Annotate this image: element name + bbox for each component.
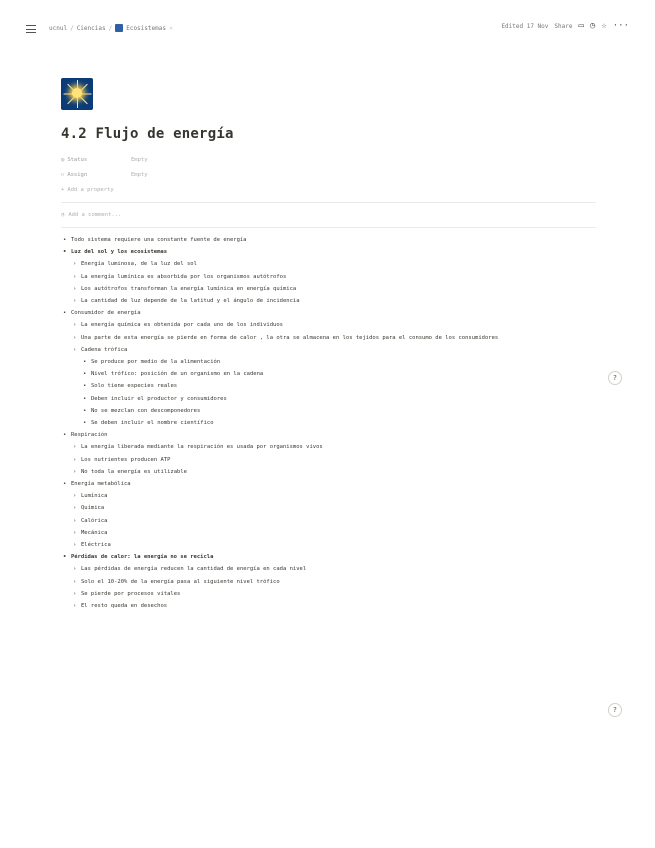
list-item-text: Una parte de esta energía se pierde en forma de calor , la otra se almacena en los tejidos para el consumo de los consumidores — [81, 334, 499, 341]
bullet-icon: • — [63, 432, 67, 439]
bullet-icon: • — [83, 407, 87, 414]
toggle-arrow-icon[interactable]: › — [73, 298, 77, 305]
help-button[interactable]: ? — [608, 703, 622, 717]
list-item-text: Cadena trófica — [81, 346, 128, 353]
list-item[interactable] — [71, 344, 596, 356]
list-item[interactable] — [81, 380, 596, 392]
bullet-icon: • — [63, 237, 67, 243]
bullet-icon: • — [83, 359, 87, 366]
star-icon[interactable]: ☆ — [601, 21, 607, 31]
list-item[interactable] — [71, 283, 596, 295]
list-item-text: Mecánica — [81, 529, 108, 536]
list-item-text: No se mezclan con descomponedores — [91, 407, 201, 414]
toggle-arrow-icon[interactable]: › — [73, 590, 77, 597]
breadcrumb — [49, 24, 173, 32]
list-item-text: Luz del sol y los ecosistemas — [71, 249, 168, 256]
properties — [61, 152, 596, 197]
list-item[interactable] — [81, 368, 596, 380]
list-item[interactable] — [81, 393, 596, 405]
toggle-arrow-icon[interactable]: › — [73, 346, 77, 353]
toggle-arrow-icon[interactable]: › — [73, 517, 77, 524]
bullet-icon: • — [83, 420, 87, 427]
toggle-arrow-icon[interactable]: › — [73, 285, 77, 292]
toggle-arrow-icon[interactable]: › — [73, 603, 77, 610]
list-item-text: Se pierde por procesos vitales — [81, 590, 181, 597]
list-item-text: La cantidad de luz depende de la latitud y el ángulo de incidencia — [81, 298, 300, 305]
list-item[interactable] — [71, 539, 596, 551]
more-icon[interactable]: ··· — [612, 21, 629, 31]
edited-timestamp: Edited 17 Nov — [501, 23, 549, 30]
list-item[interactable] — [71, 600, 596, 612]
property-row[interactable] — [61, 152, 596, 167]
list-item-text: Respiración — [71, 432, 108, 439]
list-item-text: Los nutrientes producen ATP — [81, 456, 171, 463]
sparkle-icon: ✧ — [168, 24, 174, 32]
outline-content — [61, 234, 596, 612]
list-item[interactable] — [61, 478, 596, 490]
top-bar — [0, 0, 655, 62]
list-item[interactable] — [61, 234, 596, 246]
bullet-icon: • — [63, 310, 67, 317]
list-item-text: Nivel trófico: posición de un organismo en la cadena — [91, 371, 264, 378]
toggle-arrow-icon[interactable]: › — [73, 444, 77, 451]
person-icon: ⚇ — [61, 171, 65, 178]
list-item[interactable] — [71, 502, 596, 514]
toggle-arrow-icon[interactable]: › — [73, 322, 77, 329]
breadcrumb-workspace[interactable]: ucnul — [49, 24, 68, 32]
bullet-icon: • — [63, 249, 67, 256]
list-item-text: El resto queda en desechos — [81, 603, 168, 610]
toggle-arrow-icon[interactable]: › — [73, 578, 77, 585]
page-title[interactable]: 4.2 Flujo de energía — [61, 126, 234, 142]
list-item[interactable] — [71, 319, 596, 331]
list-item-text: Calórica — [81, 517, 108, 524]
list-item[interactable] — [81, 405, 596, 417]
list-item-text: Se deben incluir el nombre científico — [91, 420, 214, 427]
comment-icon[interactable]: ▭ — [578, 21, 584, 31]
list-item-text: Energía luminosa, de la luz del sol — [81, 261, 197, 268]
list-item[interactable] — [61, 307, 596, 319]
list-item-text: La energía liberada mediante la respiración es usada por organismos vivos — [81, 444, 323, 451]
toggle-arrow-icon[interactable]: › — [73, 334, 77, 341]
toggle-arrow-icon[interactable]: › — [73, 529, 77, 536]
breadcrumb-separator: / — [108, 24, 113, 32]
property-value[interactable]: Empty — [131, 171, 148, 178]
list-item[interactable] — [71, 563, 596, 575]
list-item[interactable] — [71, 490, 596, 502]
bullet-icon: • — [83, 383, 87, 390]
list-item-text: Pérdidas de calor: la energía no se recicla — [71, 554, 214, 561]
list-item-text: Energía metabólica — [71, 481, 131, 488]
add-property-label: Add a property — [67, 187, 114, 193]
list-item[interactable] — [61, 429, 596, 441]
breadcrumb-current[interactable]: Ecosistemas — [126, 24, 166, 32]
toggle-arrow-icon[interactable]: › — [73, 456, 77, 463]
top-right-actions — [501, 22, 629, 31]
toggle-arrow-icon[interactable]: › — [73, 261, 77, 268]
list-item-text: Se produce por medio de la alimentación — [91, 359, 221, 366]
list-item[interactable] — [71, 454, 596, 466]
list-item[interactable] — [71, 258, 596, 270]
list-item-text: Todo sistema requiere una constante fuente de energía — [71, 237, 247, 243]
list-item[interactable] — [71, 466, 596, 478]
list-item[interactable] — [71, 588, 596, 600]
list-item-text: No toda la energía es utilizable — [81, 468, 187, 475]
menu-icon[interactable] — [26, 25, 36, 33]
bullet-icon: • — [83, 395, 87, 402]
list-item[interactable] — [71, 527, 596, 539]
toggle-arrow-icon[interactable]: › — [73, 468, 77, 475]
bullet-icon: • — [63, 554, 67, 561]
sun-icon[interactable] — [61, 78, 93, 110]
share-button[interactable]: Share — [554, 23, 573, 30]
help-button[interactable]: ? — [608, 371, 622, 385]
add-comment-label: Add a comment... — [68, 212, 122, 218]
toggle-arrow-icon[interactable]: › — [73, 505, 77, 512]
toggle-arrow-icon[interactable]: › — [73, 273, 77, 280]
toggle-arrow-icon[interactable]: › — [73, 566, 77, 573]
list-item-text: La energía química es obtenida por cada uno de los individuos — [81, 322, 283, 329]
list-item[interactable] — [71, 295, 596, 307]
property-label — [61, 157, 131, 163]
list-item-text: Solo tiene especies reales — [91, 383, 178, 390]
list-item-text: Lumínica — [81, 493, 108, 500]
bullet-icon: • — [83, 371, 87, 378]
list-item[interactable] — [61, 246, 596, 258]
divider — [61, 227, 596, 228]
list-item-text: Consumidor de energía — [71, 310, 141, 317]
breadcrumb-separator: / — [70, 24, 74, 32]
list-item[interactable] — [71, 515, 596, 527]
list-item-text: Química — [81, 505, 105, 512]
list-item[interactable] — [71, 576, 596, 588]
list-item[interactable] — [61, 551, 596, 563]
list-item-text: Eléctrica — [81, 542, 111, 549]
toggle-arrow-icon[interactable]: › — [73, 493, 77, 500]
list-item-text: Los autótrofos transforman la energía lumínica en energía química — [81, 285, 297, 292]
list-item-text: Las pérdidas de energía reducen la cantidad de energía en cada nivel — [81, 566, 307, 573]
property-label — [61, 172, 131, 178]
bullet-icon: • — [63, 481, 67, 488]
list-item-text: La energía lumínica es absorbida por los organismos autótrofos — [81, 273, 287, 280]
toggle-arrow-icon[interactable]: › — [73, 542, 77, 549]
comment-avatar-icon: ◔ — [61, 212, 65, 218]
property-name: Status — [67, 156, 88, 163]
status-icon: ◎ — [61, 156, 65, 163]
property-name: Assign — [67, 171, 88, 178]
property-value[interactable]: Empty — [131, 156, 148, 163]
page-thumbnail-icon — [115, 24, 123, 32]
add-comment-button[interactable] — [61, 203, 596, 227]
list-item[interactable] — [71, 332, 596, 344]
list-item[interactable] — [71, 271, 596, 283]
list-item[interactable] — [81, 417, 596, 429]
list-item[interactable] — [81, 356, 596, 368]
add-property-button[interactable] — [61, 183, 596, 197]
plus-icon: + — [61, 187, 65, 193]
clock-icon[interactable]: ◷ — [589, 21, 596, 31]
list-item-text: Deben incluir el productor y consumidores — [91, 395, 227, 402]
list-item[interactable] — [71, 441, 596, 453]
property-row[interactable] — [61, 167, 596, 182]
list-item-text: Solo el 10-20% de la energía pasa al siguiente nivel trófico — [81, 578, 280, 585]
breadcrumb-parent[interactable]: Ciencias — [76, 24, 106, 32]
page-body — [61, 78, 596, 612]
